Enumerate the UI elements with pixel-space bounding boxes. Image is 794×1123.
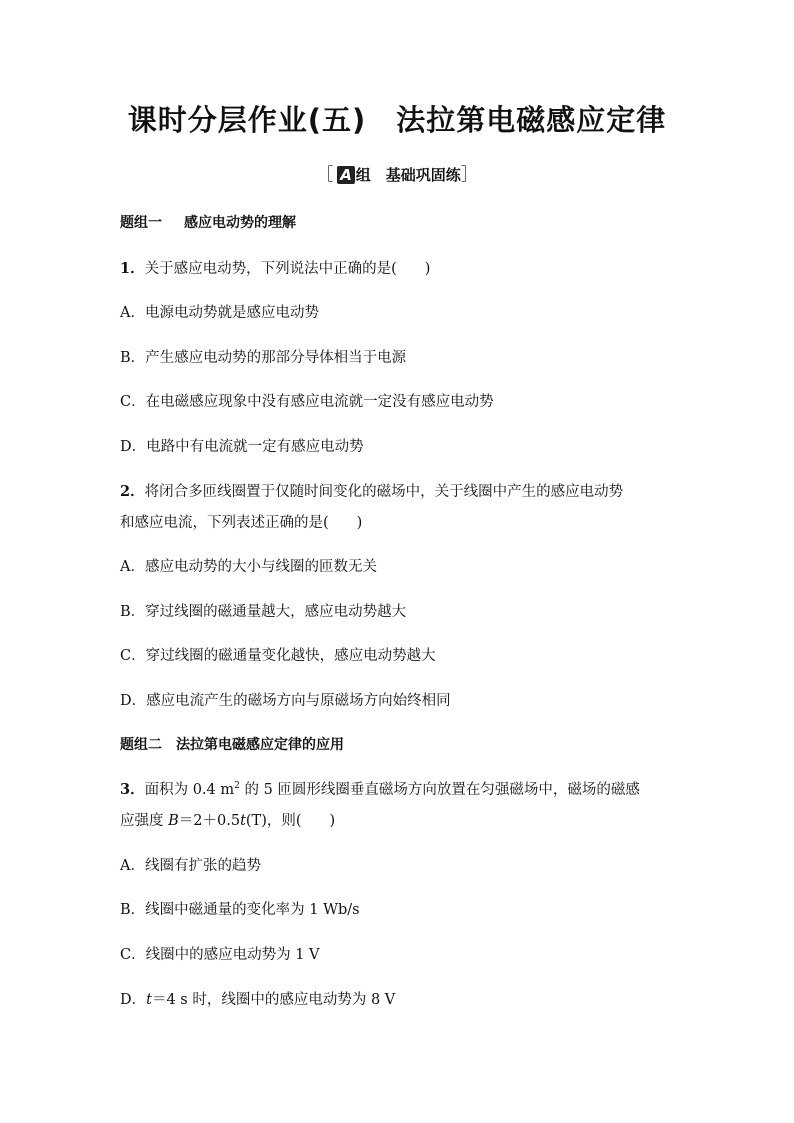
question-2-option-b: B．穿过线圈的磁通量越大，感应电动势越大 <box>120 604 407 620</box>
question-3-option-d: D．t＝4 s 时，线圈中的感应电动势为 8 V <box>120 992 396 1008</box>
title-sub: 法拉第电磁感应定律 <box>396 103 667 137</box>
question-2-stem-line1: 2．将闭合多匝线圈置于仅随时间变化的磁场中，关于线圈中产生的感应电动势 <box>120 483 624 500</box>
question-3-option-c: C．线圈中的感应电动势为 1 V <box>120 947 320 963</box>
group-bracket-open: ［ <box>316 165 334 185</box>
page-title <box>0 98 794 139</box>
group-label-text: 组 基础巩固练 <box>355 166 461 184</box>
title-main: 课时分层作业(五) <box>127 103 367 137</box>
question-1-option-d: D．电路中有电流就一定有感应电动势 <box>120 439 364 455</box>
question-3-option-b: B．线圈中磁通量的变化率为 1 Wb/s <box>120 902 360 918</box>
question-3-stem-line1: 3．面积为 0.4 $m^2$ 的 5 匝圆形线圈垂直磁场方向放置在匀强磁场中，磁场的磁感 <box>120 781 640 798</box>
question-1-option-b: B．产生感应电动势的那部分导体相当于电源 <box>120 350 407 366</box>
question-1-option-a: A．电源电动势就是感应电动势 <box>120 305 319 321</box>
topic-heading-2: 题组二 法拉第电磁感应定律的应用 <box>120 737 344 753</box>
question-2-stem-line2: 和感应电流，下列表述正确的是( ) <box>120 515 363 531</box>
group-letter-badge: A <box>337 166 355 184</box>
question-3-stem-line2: 应强度 B＝2＋0.5t(T)，则( ) <box>120 813 336 829</box>
group-label <box>0 160 794 185</box>
question-2-option-a: A．感应电动势的大小与线圈的匝数无关 <box>120 559 377 575</box>
question-1-stem: 1．关于感应电动势，下列说法中正确的是( ) <box>120 260 431 277</box>
question-1-option-c: C．在电磁感应现象中没有感应电流就一定没有感应电动势 <box>120 394 494 410</box>
group-bracket-close: ］ <box>460 165 478 185</box>
question-2-option-d: D．感应电流产生的磁场方向与原磁场方向始终相同 <box>120 693 451 709</box>
question-2-option-c: C．穿过线圈的磁通量变化越快，感应电动势越大 <box>120 648 436 664</box>
question-3-option-a: A．线圈有扩张的趋势 <box>120 858 261 874</box>
topic-heading-1: 题组一 感应电动势的理解 <box>120 215 296 231</box>
